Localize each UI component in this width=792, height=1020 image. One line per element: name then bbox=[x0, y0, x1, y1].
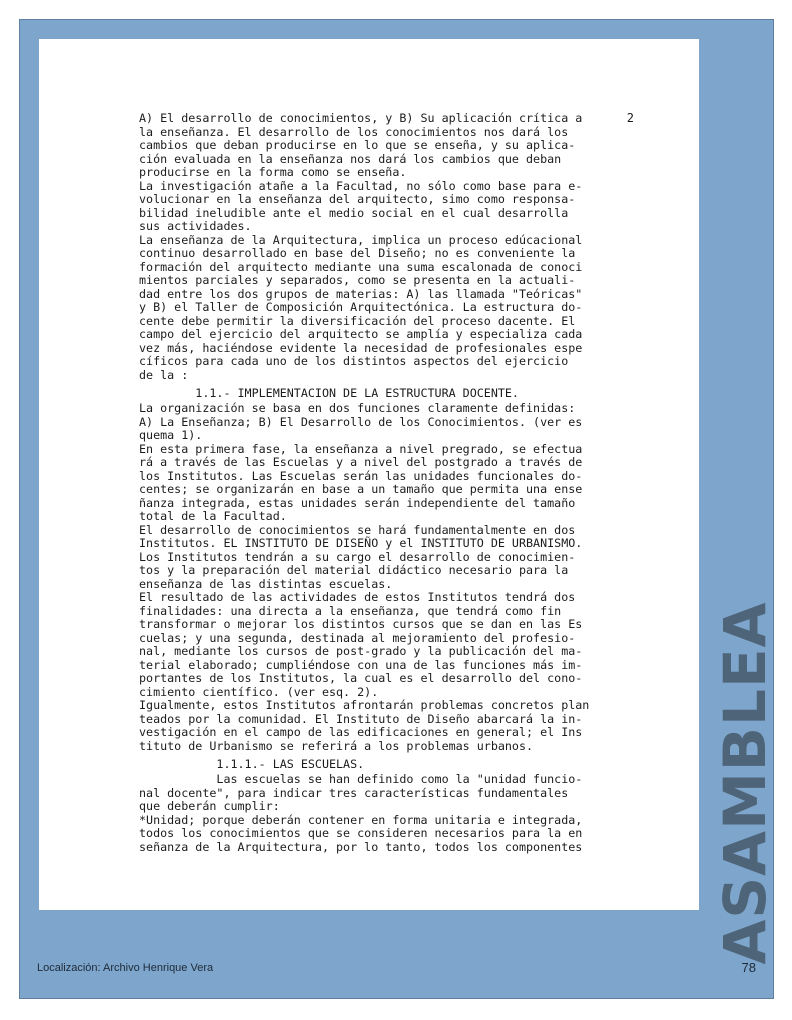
text-line: tos y la preparación del material didáctico necesario para la bbox=[139, 563, 569, 577]
text-line: sus actividades. bbox=[139, 219, 252, 233]
text-line: El resultado de las actividades de estos Institutos tendrá dos bbox=[139, 590, 576, 604]
text-line: la enseñanza. El desarrollo de los conocimientos nos dará los bbox=[139, 124, 569, 139]
text-line: continuo desarrollado en base del Diseño; no es conveniente la bbox=[139, 246, 576, 260]
text-line: dad entre los dos grupos de materias: A) las llamada "Teóricas" bbox=[139, 286, 583, 301]
text-line: quema 1). bbox=[139, 428, 203, 442]
footer-location: Localización: Archivo Henrique Vera bbox=[37, 962, 214, 974]
intro-paragraph bbox=[139, 112, 699, 382]
text-line: cambios que deban producirse en lo que se enseña, y su aplica- bbox=[139, 138, 576, 152]
text-line: nal docente", para indicar tres características fundamentales bbox=[139, 785, 569, 800]
text-line: los Institutos. Las Escuelas serán las unidades funcionales do- bbox=[139, 468, 583, 483]
text-line: finalidades: una directa a la enseñanza, que tendrá como fin bbox=[139, 603, 562, 618]
text-line: El desarrollo de conocimientos se hará fundamentalmente en dos bbox=[139, 522, 576, 537]
text-line: mientos parciales y separados, como se presenta en la actuali- bbox=[139, 273, 576, 287]
text-line: tituto de Urbanismo se referirá a los problemas urbanos. bbox=[139, 738, 534, 753]
heading-implementacion: 1.1.- IMPLEMENTACION DE LA ESTRUCTURA DOCENTE. bbox=[139, 386, 519, 400]
text-line: La investigación atañe a la Facultad, no sólo como base para e- bbox=[139, 178, 583, 193]
text-line: volucionar en la enseñanza del arquitecto, simo como responsa- bbox=[139, 192, 576, 206]
text-line: cuelas; y una segunda, destinada al mejoramiento del profesio- bbox=[139, 630, 576, 645]
text-line: Institutos. EL INSTITUTO DE DISEÑO y el INSTITUTO DE URBANISMO. bbox=[139, 536, 583, 550]
side-title bbox=[710, 601, 780, 965]
text-line: A) La Enseñanza; B) El Desarrollo de los Conocimientos. (ver es bbox=[139, 414, 583, 429]
text-line: A) El desarrollo de conocimientos, y B) Su aplicación crítica a bbox=[139, 111, 583, 125]
heading-escuelas: 1.1.1.- LAS ESCUELAS. bbox=[139, 757, 365, 771]
page-frame bbox=[19, 19, 779, 999]
text-line: cente debe permitir la diversificación del proceso dacente. El bbox=[139, 313, 576, 328]
text-line: rá a través de las Escuelas y a nivel del postgrado a través de bbox=[139, 455, 583, 469]
text-line: producirse en la forma como se enseña. bbox=[139, 165, 407, 179]
text-line: Las escuelas se han definido como la "unidad funcio- bbox=[139, 772, 583, 786]
text-line: ñanza integrada, estas unidades serán independiente del tamaño bbox=[139, 495, 576, 510]
text-line: terial elaborado; cumpliéndose con una de las funciones más im- bbox=[139, 657, 583, 672]
text-line: cíficos para cada uno de los distintos aspectos del ejercicio bbox=[139, 354, 569, 368]
text-line: Igualmente, estos Institutos afrontarán problemas concretos plan bbox=[139, 698, 590, 712]
scanned-document bbox=[39, 39, 699, 910]
text-line: transformar o mejorar los distintos cursos que se dan en las Es bbox=[139, 617, 583, 631]
text-line: teados por la comunidad. El Instituto de Diseño abarcará la in- bbox=[139, 711, 583, 726]
text-line: vestigación en el campo de las edificaciones en general; el Ins bbox=[139, 725, 583, 739]
side-title-text: ASAMBLEA bbox=[711, 601, 779, 965]
text-line: La organización se basa en dos funciones claramente definidas: bbox=[139, 401, 576, 415]
text-line: ción evaluada en la enseñanza nos dará los cambios que deban bbox=[139, 151, 562, 166]
text-line: y B) el Taller de Composición Arquitectónica. La estructura do- bbox=[139, 300, 583, 314]
text-line: vez más, haciéndose evidente la necesidad de profesionales espe bbox=[139, 340, 583, 355]
text-line: cimiento científico. (ver esq. 2). bbox=[139, 684, 379, 699]
text-line: enseñanza de las distintas escuelas. bbox=[139, 576, 393, 591]
text-line: La enseñanza de la Arquitectura, implica un proceso edúcacional bbox=[139, 232, 583, 247]
section-text bbox=[139, 402, 699, 753]
document-text bbox=[139, 112, 699, 854]
text-line: señanza de la Arquitectura, por lo tanto, todos los componentes bbox=[139, 839, 583, 854]
text-line: bilidad ineludible ante el medio social en el cual desarrolla bbox=[139, 205, 569, 220]
text-line: portantes de los Institutos, la cual es el desarrollo del cono- bbox=[139, 671, 583, 685]
text-line: todos los conocimientos que se consideren necesarios para la en bbox=[139, 826, 583, 840]
text-line: En esta primera fase, la enseñanza a nivel pregrado, se efectua bbox=[139, 441, 583, 456]
text-line: que deberán cumplir: bbox=[139, 799, 280, 813]
typed-page-number: 2 bbox=[626, 111, 634, 125]
footer-page-number: 78 bbox=[741, 960, 756, 975]
text-line: nal, mediante los cursos de post-grado y la publicación del ma- bbox=[139, 644, 583, 658]
text-line: centes; se organizarán en base a un tamaño que permita una ense bbox=[139, 482, 583, 496]
text-line: de la : bbox=[139, 367, 189, 382]
text-line: formación del arquitecto mediante una suma escalonada de conoci bbox=[139, 259, 583, 274]
text-line: *Unidad; porque deberán contener en forma unitaria e integrada, bbox=[139, 812, 583, 827]
escuelas-text bbox=[139, 773, 699, 854]
text-line: campo del ejercicio del arquitecto se amplía y especializa cada bbox=[139, 327, 583, 341]
text-line: total de la Facultad. bbox=[139, 509, 287, 523]
text-line: Los Institutos tendrán a su cargo el desarrollo de conocimien- bbox=[139, 549, 576, 564]
